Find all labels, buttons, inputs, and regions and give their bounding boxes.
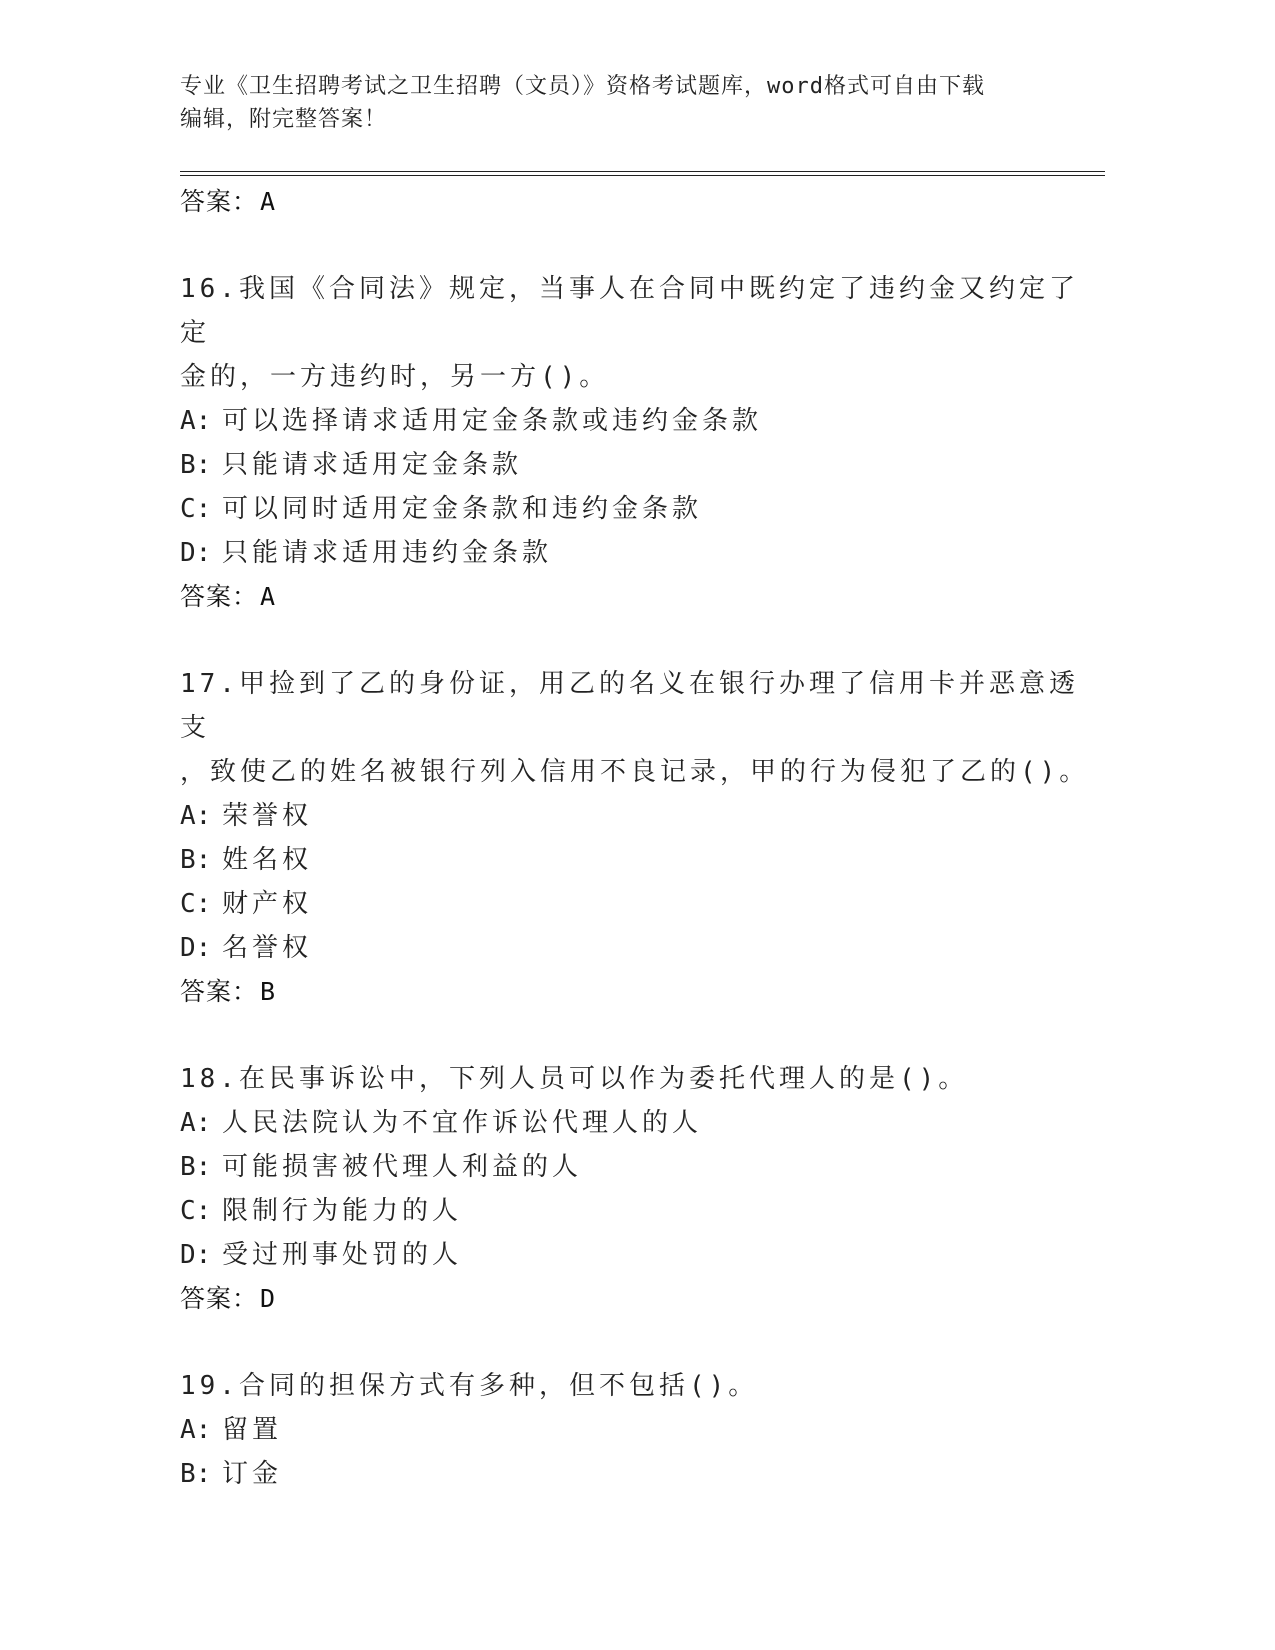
option-letter: A: [180, 1415, 212, 1445]
question-stem [180, 1364, 1105, 1408]
option-d [180, 926, 1105, 970]
header-line-1: 专业《卫生招聘考试之卫生招聘（文员）》资格考试题库，word格式可自由下载 [180, 74, 985, 99]
option-c [180, 882, 1105, 926]
question-stem-line-1: 19.合同的担保方式有多种，但不包括()。 [180, 1371, 759, 1401]
question-18 [180, 1057, 1105, 1321]
option-letter: D: [180, 1240, 212, 1270]
answer-line [180, 1277, 1105, 1321]
question-stem [180, 1057, 1105, 1101]
option-letter: D: [180, 538, 212, 568]
answer-label: 答案： [180, 977, 259, 1006]
option-letter: A: [180, 801, 212, 831]
option-text: 人民法院认为不宜作诉讼代理人的人 [222, 1108, 703, 1138]
option-text: 荣誉权 [222, 801, 313, 831]
option-letter: B: [180, 450, 212, 480]
question-stem-line-2: 金的，一方违约时，另一方()。 [180, 362, 610, 392]
option-text: 订金 [222, 1459, 283, 1489]
question-stem [180, 662, 1105, 794]
option-text: 留置 [222, 1415, 283, 1445]
answer-line [180, 970, 1105, 1014]
answer-label: 答案： [180, 1284, 259, 1313]
option-text: 可能损害被代理人利益的人 [222, 1152, 583, 1182]
option-c [180, 1189, 1105, 1233]
answer-line [180, 180, 1105, 224]
option-letter: D: [180, 933, 212, 963]
answer-value: B [260, 977, 277, 1006]
option-d [180, 1233, 1105, 1277]
question-17 [180, 662, 1105, 1014]
option-b [180, 1452, 1105, 1496]
option-text: 姓名权 [222, 845, 313, 875]
option-text: 只能请求适用违约金条款 [222, 538, 553, 568]
question-stem-line-1: 18.在民事诉讼中，下列人员可以作为委托代理人的是()。 [180, 1064, 969, 1094]
question-16 [180, 267, 1105, 619]
option-text: 限制行为能力的人 [222, 1196, 463, 1226]
answer-line [180, 575, 1105, 619]
question-stem-line-1: 16.我国《合同法》规定，当事人在合同中既约定了违约金又约定了定 [180, 274, 1079, 348]
answer-value: A [260, 187, 277, 216]
answer-value: D [260, 1284, 277, 1313]
question-stem [180, 267, 1105, 399]
option-letter: B: [180, 1152, 212, 1182]
option-letter: A: [180, 1108, 212, 1138]
option-b [180, 838, 1105, 882]
option-letter: C: [180, 1196, 212, 1226]
option-a [180, 1408, 1105, 1452]
option-a [180, 1101, 1105, 1145]
header-divider-bottom [180, 175, 1105, 176]
document-header [180, 70, 1060, 136]
option-a [180, 399, 1105, 443]
option-b [180, 443, 1105, 487]
question-list [180, 180, 1105, 1496]
option-text: 受过刑事处罚的人 [222, 1240, 463, 1270]
option-letter: C: [180, 889, 212, 919]
option-d [180, 531, 1105, 575]
option-a [180, 794, 1105, 838]
option-text: 只能请求适用定金条款 [222, 450, 523, 480]
option-text: 可以同时适用定金条款和违约金条款 [222, 494, 703, 524]
option-c [180, 487, 1105, 531]
header-divider-top [180, 171, 1105, 172]
question-19 [180, 1364, 1105, 1496]
header-line-2: 编辑，附完整答案！ [180, 107, 388, 132]
answer-label: 答案： [180, 582, 259, 611]
option-b [180, 1145, 1105, 1189]
option-text: 财产权 [222, 889, 313, 919]
option-letter: B: [180, 1459, 212, 1489]
answer-value: A [260, 582, 277, 611]
option-letter: C: [180, 494, 212, 524]
question-stem-line-1: 17.甲捡到了乙的身份证，用乙的名义在银行办理了信用卡并恶意透支 [180, 669, 1079, 743]
option-letter: B: [180, 845, 212, 875]
option-text: 可以选择请求适用定金条款或违约金条款 [222, 406, 763, 436]
option-letter: A: [180, 406, 212, 436]
option-text: 名誉权 [222, 933, 313, 963]
answer-label: 答案： [180, 187, 259, 216]
question-stem-line-2: ，致使乙的姓名被银行列入信用不良记录，甲的行为侵犯了乙的()。 [180, 757, 1090, 787]
